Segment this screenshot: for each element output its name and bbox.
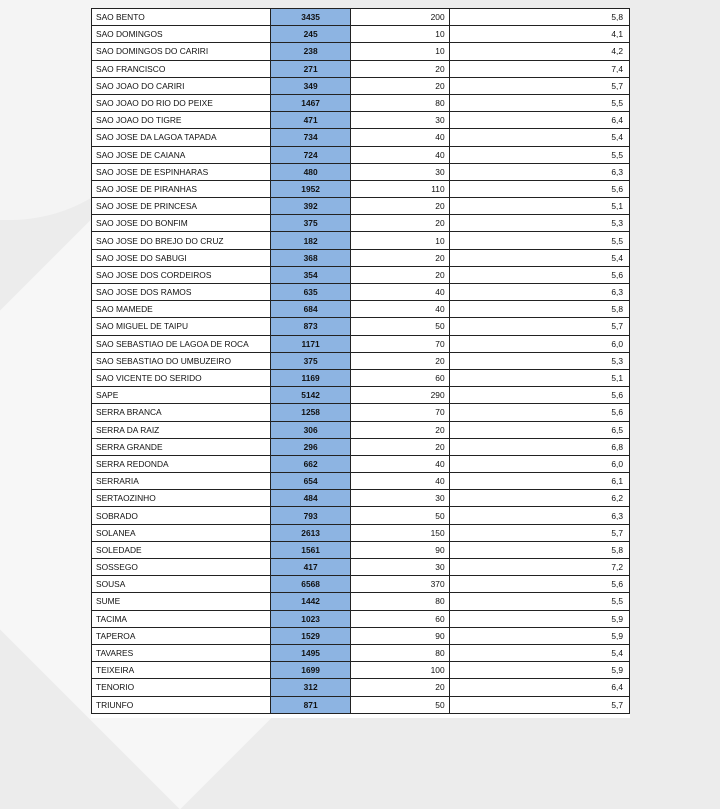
municipality-name-cell: SERRA BRANCA (92, 404, 271, 421)
municipality-name-cell: SAO MAMEDE (92, 301, 271, 318)
count-cell: 10 (350, 26, 449, 43)
population-cell: 793 (271, 507, 351, 524)
municipality-name-cell: SAO SEBASTIAO DO UMBUZEIRO (92, 352, 271, 369)
ratio-cell: 5,8 (449, 9, 629, 26)
ratio-cell: 6,4 (449, 112, 629, 129)
table-row (92, 404, 630, 421)
municipality-name-cell: SAO JOSE DE PRINCESA (92, 198, 271, 215)
population-cell: 306 (271, 421, 351, 438)
population-cell: 1169 (271, 369, 351, 386)
count-cell: 50 (350, 507, 449, 524)
population-cell: 6568 (271, 576, 351, 593)
municipality-name-cell: SAO DOMINGOS (92, 26, 271, 43)
population-cell: 1258 (271, 404, 351, 421)
ratio-cell: 5,8 (449, 541, 629, 558)
count-cell: 370 (350, 576, 449, 593)
ratio-cell: 5,6 (449, 576, 629, 593)
municipality-name-cell: SERRA DA RAIZ (92, 421, 271, 438)
population-cell: 271 (271, 60, 351, 77)
population-cell: 2613 (271, 524, 351, 541)
ratio-cell: 5,7 (449, 318, 629, 335)
municipality-name-cell: SAO DOMINGOS DO CARIRI (92, 43, 271, 60)
population-cell: 871 (271, 696, 351, 713)
table-row (92, 232, 630, 249)
population-cell: 635 (271, 284, 351, 301)
municipality-name-cell: SAO JOSE DA LAGOA TAPADA (92, 129, 271, 146)
population-cell: 1467 (271, 94, 351, 111)
municipality-name-cell: SOUSA (92, 576, 271, 593)
municipality-name-cell: SAO JOSE DE CAIANA (92, 146, 271, 163)
count-cell: 70 (350, 404, 449, 421)
population-cell: 1952 (271, 180, 351, 197)
count-cell: 20 (350, 266, 449, 283)
ratio-cell: 5,4 (449, 644, 629, 661)
ratio-cell: 5,5 (449, 232, 629, 249)
table-row (92, 215, 630, 232)
table-row (92, 576, 630, 593)
table-row (92, 266, 630, 283)
table-row (92, 249, 630, 266)
population-cell: 296 (271, 438, 351, 455)
count-cell: 100 (350, 662, 449, 679)
population-cell: 484 (271, 490, 351, 507)
table-row (92, 387, 630, 404)
table-row (92, 94, 630, 111)
municipality-name-cell: TACIMA (92, 610, 271, 627)
count-cell: 60 (350, 610, 449, 627)
ratio-cell: 7,4 (449, 60, 629, 77)
table-row (92, 9, 630, 26)
table-row (92, 77, 630, 94)
table-row (92, 524, 630, 541)
count-cell: 20 (350, 77, 449, 94)
table-row (92, 318, 630, 335)
ratio-cell: 5,9 (449, 662, 629, 679)
table-row (92, 284, 630, 301)
municipality-name-cell: TAPEROA (92, 627, 271, 644)
ratio-cell: 5,7 (449, 696, 629, 713)
count-cell: 20 (350, 249, 449, 266)
population-cell: 662 (271, 455, 351, 472)
count-cell: 200 (350, 9, 449, 26)
count-cell: 80 (350, 593, 449, 610)
municipality-name-cell: SOLANEA (92, 524, 271, 541)
count-cell: 20 (350, 215, 449, 232)
count-cell: 30 (350, 559, 449, 576)
population-cell: 724 (271, 146, 351, 163)
municipality-name-cell: SUME (92, 593, 271, 610)
population-cell: 5142 (271, 387, 351, 404)
table-row (92, 43, 630, 60)
population-cell: 1442 (271, 593, 351, 610)
ratio-cell: 5,6 (449, 387, 629, 404)
municipality-name-cell: SERRA GRANDE (92, 438, 271, 455)
ratio-cell: 5,3 (449, 215, 629, 232)
municipality-name-cell: TAVARES (92, 644, 271, 661)
count-cell: 40 (350, 301, 449, 318)
table-row (92, 163, 630, 180)
table-row (92, 662, 630, 679)
count-cell: 110 (350, 180, 449, 197)
ratio-cell: 6,3 (449, 163, 629, 180)
ratio-cell: 6,0 (449, 455, 629, 472)
municipality-name-cell: SAO JOSE DOS CORDEIROS (92, 266, 271, 283)
ratio-cell: 6,8 (449, 438, 629, 455)
ratio-cell: 5,5 (449, 94, 629, 111)
municipality-name-cell: SERRARIA (92, 473, 271, 490)
table-row (92, 644, 630, 661)
table-row (92, 180, 630, 197)
count-cell: 90 (350, 627, 449, 644)
population-cell: 1171 (271, 335, 351, 352)
count-cell: 80 (350, 644, 449, 661)
population-cell: 1699 (271, 662, 351, 679)
count-cell: 50 (350, 696, 449, 713)
ratio-cell: 5,4 (449, 129, 629, 146)
count-cell: 20 (350, 198, 449, 215)
population-cell: 182 (271, 232, 351, 249)
population-cell: 417 (271, 559, 351, 576)
ratio-cell: 5,5 (449, 593, 629, 610)
ratio-cell: 4,2 (449, 43, 629, 60)
table-row (92, 490, 630, 507)
count-cell: 40 (350, 473, 449, 490)
population-cell: 392 (271, 198, 351, 215)
municipality-name-cell: SAO JOSE DOS RAMOS (92, 284, 271, 301)
table-row (92, 198, 630, 215)
municipality-name-cell: TENORIO (92, 679, 271, 696)
table-row (92, 146, 630, 163)
population-cell: 480 (271, 163, 351, 180)
count-cell: 90 (350, 541, 449, 558)
municipality-name-cell: SAO MIGUEL DE TAIPU (92, 318, 271, 335)
ratio-cell: 6,2 (449, 490, 629, 507)
count-cell: 30 (350, 112, 449, 129)
population-cell: 1023 (271, 610, 351, 627)
population-cell: 1495 (271, 644, 351, 661)
count-cell: 290 (350, 387, 449, 404)
ratio-cell: 5,6 (449, 266, 629, 283)
ratio-cell: 5,7 (449, 77, 629, 94)
ratio-cell: 6,0 (449, 335, 629, 352)
count-cell: 40 (350, 455, 449, 472)
document-page (91, 8, 630, 718)
municipality-name-cell: SAO SEBASTIAO DE LAGOA DE ROCA (92, 335, 271, 352)
population-cell: 1561 (271, 541, 351, 558)
ratio-cell: 5,3 (449, 352, 629, 369)
ratio-cell: 6,3 (449, 284, 629, 301)
table-row (92, 627, 630, 644)
count-cell: 10 (350, 43, 449, 60)
count-cell: 30 (350, 490, 449, 507)
population-cell: 375 (271, 352, 351, 369)
population-cell: 3435 (271, 9, 351, 26)
population-cell: 349 (271, 77, 351, 94)
table-row (92, 129, 630, 146)
municipality-name-cell: SAO VICENTE DO SERIDO (92, 369, 271, 386)
municipality-name-cell: TEIXEIRA (92, 662, 271, 679)
table-row (92, 473, 630, 490)
count-cell: 20 (350, 60, 449, 77)
ratio-cell: 4,1 (449, 26, 629, 43)
table-row (92, 369, 630, 386)
municipality-name-cell: SAO JOSE DE PIRANHAS (92, 180, 271, 197)
count-cell: 20 (350, 679, 449, 696)
ratio-cell: 5,4 (449, 249, 629, 266)
table-row (92, 438, 630, 455)
population-cell: 1529 (271, 627, 351, 644)
population-cell: 245 (271, 26, 351, 43)
municipality-table (91, 8, 630, 714)
table-row (92, 455, 630, 472)
table-row (92, 559, 630, 576)
population-cell: 375 (271, 215, 351, 232)
population-cell: 354 (271, 266, 351, 283)
population-cell: 654 (271, 473, 351, 490)
ratio-cell: 7,2 (449, 559, 629, 576)
municipality-name-cell: SAO JOAO DO CARIRI (92, 77, 271, 94)
ratio-cell: 5,6 (449, 180, 629, 197)
table-row (92, 335, 630, 352)
table-row (92, 352, 630, 369)
municipality-name-cell: SOLEDADE (92, 541, 271, 558)
population-cell: 471 (271, 112, 351, 129)
population-cell: 312 (271, 679, 351, 696)
municipality-name-cell: SAO JOAO DO RIO DO PEIXE (92, 94, 271, 111)
table-row (92, 679, 630, 696)
table-row (92, 26, 630, 43)
municipality-name-cell: SAO FRANCISCO (92, 60, 271, 77)
table-row (92, 696, 630, 713)
table-body (92, 9, 630, 714)
table-row (92, 112, 630, 129)
population-cell: 368 (271, 249, 351, 266)
municipality-name-cell: SERRA REDONDA (92, 455, 271, 472)
table-row (92, 541, 630, 558)
count-cell: 20 (350, 438, 449, 455)
population-cell: 684 (271, 301, 351, 318)
ratio-cell: 5,5 (449, 146, 629, 163)
table-row (92, 421, 630, 438)
ratio-cell: 5,7 (449, 524, 629, 541)
count-cell: 40 (350, 129, 449, 146)
ratio-cell: 6,5 (449, 421, 629, 438)
table-row (92, 60, 630, 77)
ratio-cell: 5,1 (449, 198, 629, 215)
ratio-cell: 5,6 (449, 404, 629, 421)
municipality-name-cell: SAO JOAO DO TIGRE (92, 112, 271, 129)
count-cell: 30 (350, 163, 449, 180)
count-cell: 20 (350, 352, 449, 369)
table-row (92, 610, 630, 627)
municipality-name-cell: SOSSEGO (92, 559, 271, 576)
count-cell: 60 (350, 369, 449, 386)
municipality-name-cell: SOBRADO (92, 507, 271, 524)
count-cell: 80 (350, 94, 449, 111)
count-cell: 70 (350, 335, 449, 352)
population-cell: 238 (271, 43, 351, 60)
municipality-name-cell: SAO JOSE DO BONFIM (92, 215, 271, 232)
municipality-name-cell: SAO BENTO (92, 9, 271, 26)
ratio-cell: 5,1 (449, 369, 629, 386)
population-cell: 734 (271, 129, 351, 146)
count-cell: 150 (350, 524, 449, 541)
count-cell: 40 (350, 284, 449, 301)
municipality-name-cell: TRIUNFO (92, 696, 271, 713)
municipality-name-cell: SAO JOSE DO SABUGI (92, 249, 271, 266)
municipality-name-cell: SERTAOZINHO (92, 490, 271, 507)
ratio-cell: 5,9 (449, 627, 629, 644)
municipality-name-cell: SAO JOSE DE ESPINHARAS (92, 163, 271, 180)
table-row (92, 301, 630, 318)
table-row (92, 593, 630, 610)
count-cell: 20 (350, 421, 449, 438)
municipality-name-cell: SAPE (92, 387, 271, 404)
count-cell: 10 (350, 232, 449, 249)
population-cell: 873 (271, 318, 351, 335)
municipality-name-cell: SAO JOSE DO BREJO DO CRUZ (92, 232, 271, 249)
ratio-cell: 6,3 (449, 507, 629, 524)
count-cell: 40 (350, 146, 449, 163)
ratio-cell: 6,4 (449, 679, 629, 696)
table-row (92, 507, 630, 524)
ratio-cell: 5,8 (449, 301, 629, 318)
ratio-cell: 5,9 (449, 610, 629, 627)
ratio-cell: 6,1 (449, 473, 629, 490)
count-cell: 50 (350, 318, 449, 335)
